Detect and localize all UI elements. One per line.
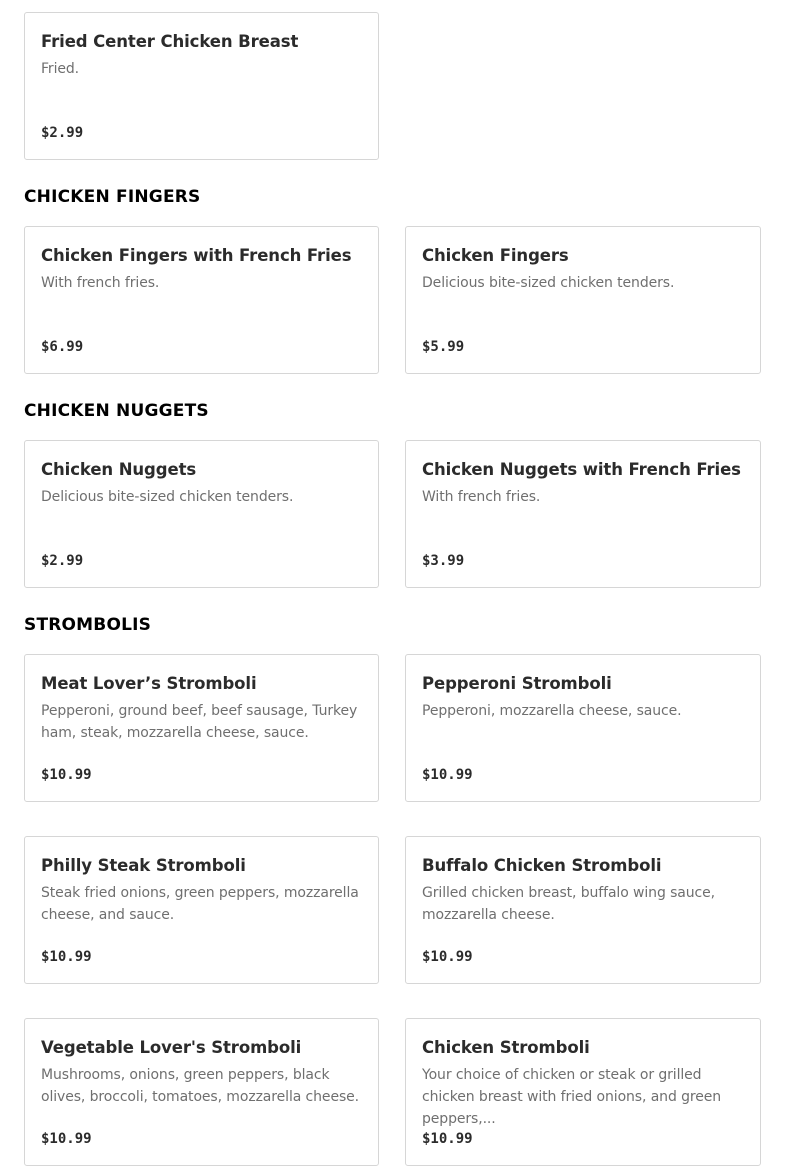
item-name: Chicken Fingers with French Fries [41,246,352,265]
item-price: $10.99 [422,1131,473,1147]
menu-item-card[interactable] [24,654,379,802]
item-name: Chicken Stromboli [422,1038,590,1057]
menu-item-card[interactable] [24,12,379,160]
item-description: Pepperoni, mozzarella cheese, sauce. [422,703,682,719]
item-name: Chicken Fingers [422,246,569,265]
section-title-strombolis: STROMBOLIS [24,615,152,635]
item-description: Grilled chicken breast, buffalo wing sauce, mozzarella cheese. [422,885,715,923]
menu-item-card[interactable] [405,440,761,588]
item-description: Steak fried onions, green peppers, mozzarella cheese, and sauce. [41,885,359,923]
menu-item-card[interactable] [24,1018,379,1166]
item-price: $2.99 [41,553,84,569]
item-name: Philly Steak Stromboli [41,856,246,875]
item-price: $10.99 [41,949,92,965]
item-description: Delicious bite-sized chicken tenders. [41,489,294,505]
item-name: Meat Lover’s Stromboli [41,674,257,693]
menu-item-card[interactable] [24,836,379,984]
item-description: Your choice of chicken or steak or grilled chicken breast with fried onions, and green peppers,... [422,1067,722,1127]
item-description: Fried. [41,61,80,77]
item-description: With french fries. [422,489,541,505]
menu-item-card[interactable] [405,1018,761,1166]
item-name: Chicken Nuggets [41,460,197,479]
section-title-chicken-nuggets: CHICKEN NUGGETS [24,401,209,421]
item-price: $10.99 [422,767,473,783]
item-name: Vegetable Lover's Stromboli [41,1038,302,1057]
item-description: Delicious bite-sized chicken tenders. [422,275,675,291]
item-price: $5.99 [422,339,465,355]
item-name: Pepperoni Stromboli [422,674,612,693]
item-description: Pepperoni, ground beef, beef sausage, Turkey ham, steak, mozzarella cheese, sauce. [41,703,358,741]
item-description: With french fries. [41,275,160,291]
item-name: Fried Center Chicken Breast [41,32,299,51]
item-name: Chicken Nuggets with French Fries [422,460,741,479]
item-price: $3.99 [422,553,465,569]
menu-item-card[interactable] [405,226,761,374]
item-price: $2.99 [41,125,84,141]
item-price: $10.99 [41,1131,92,1147]
item-price: $10.99 [41,767,92,783]
menu-item-card[interactable] [405,836,761,984]
menu-item-card[interactable] [24,226,379,374]
menu-item-card[interactable] [24,440,379,588]
item-price: $6.99 [41,339,84,355]
item-description: Mushrooms, onions, green peppers, black olives, broccoli, tomatoes, mozzarella cheese. [41,1067,360,1105]
menu-item-card[interactable] [405,654,761,802]
section-title-chicken-fingers: CHICKEN FINGERS [24,187,201,207]
item-price: $10.99 [422,949,473,965]
item-name: Buffalo Chicken Stromboli [422,856,662,875]
